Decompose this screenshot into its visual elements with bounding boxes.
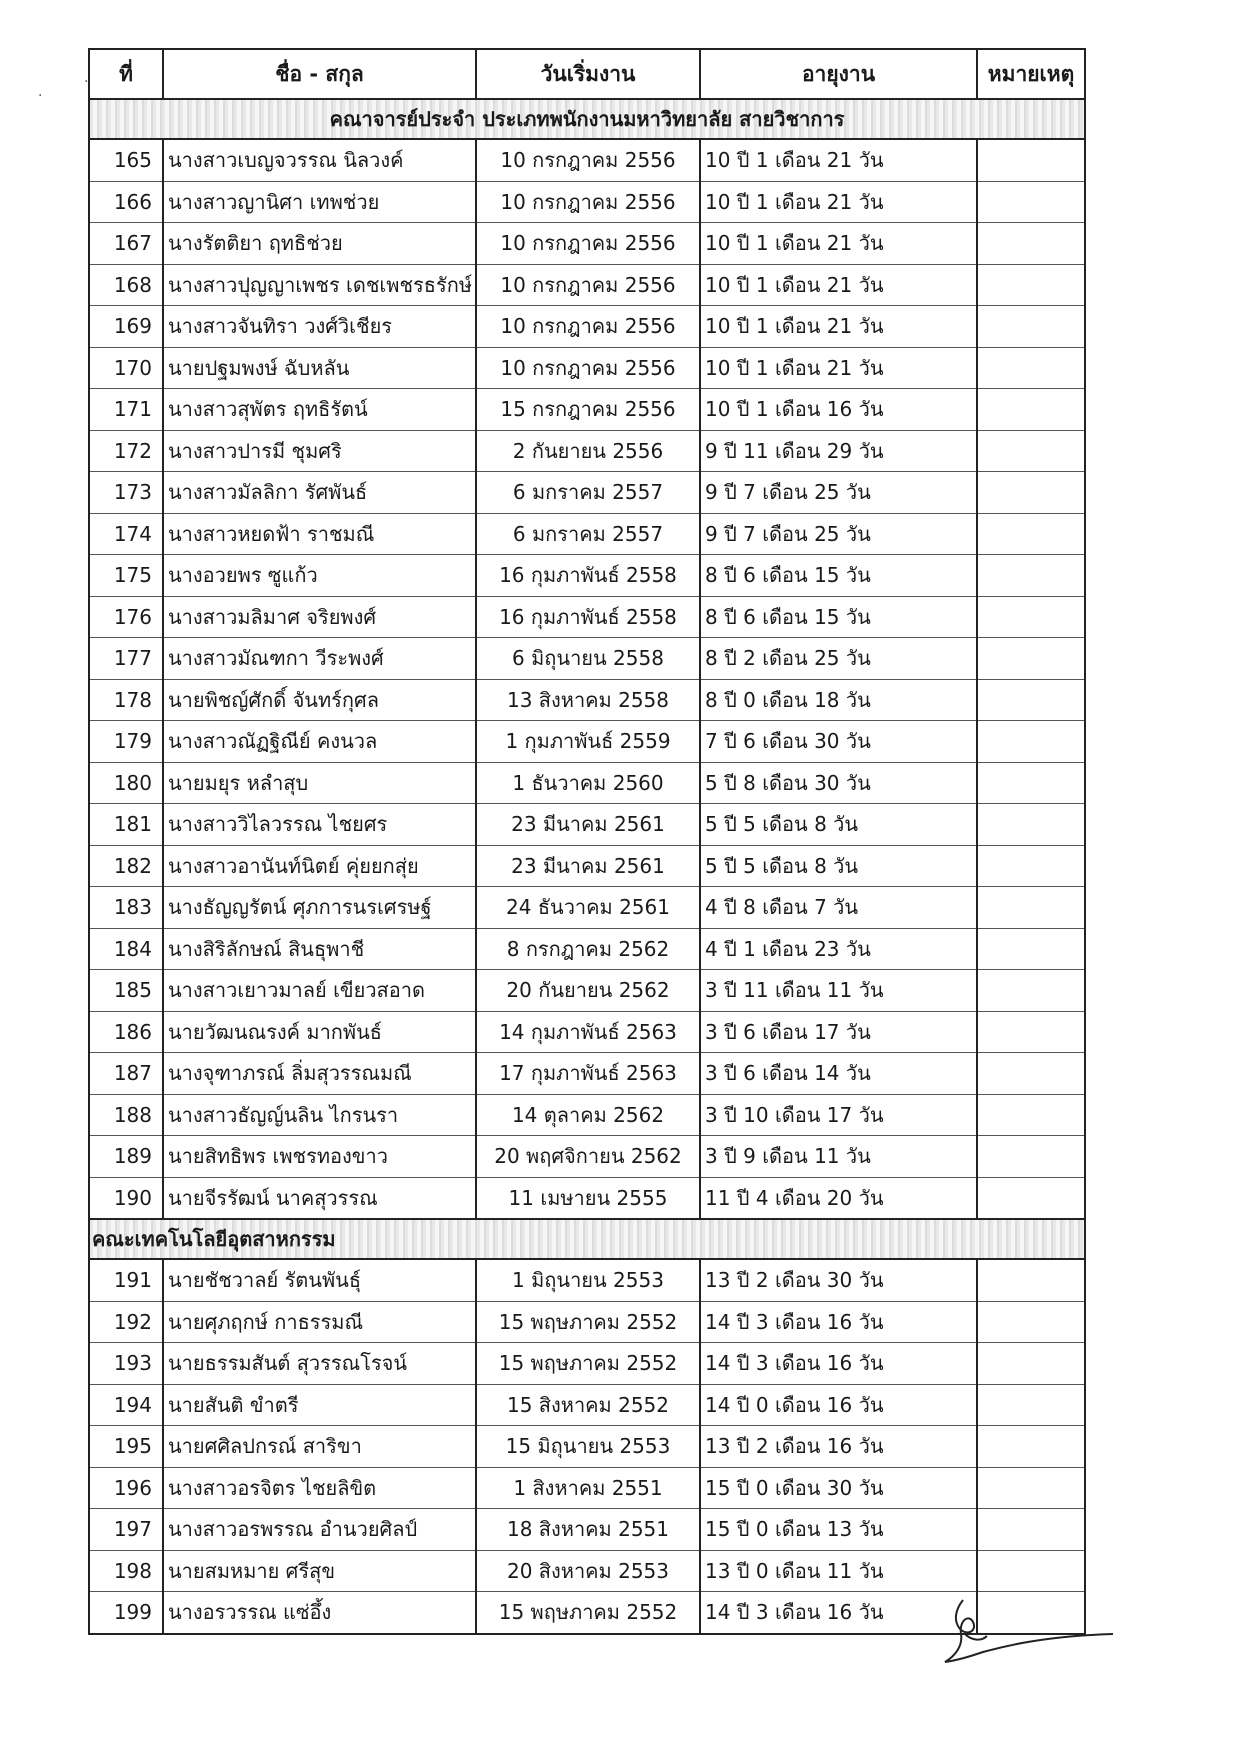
cell-note bbox=[977, 762, 1085, 804]
cell-name: นายสิทธิพร เพชรทองขาว bbox=[163, 1136, 476, 1178]
cell-no: 193 bbox=[89, 1343, 163, 1385]
cell-service: 10 ปี 1 เดือน 21 วัน bbox=[700, 347, 977, 389]
cell-name: นางสาวจันทิรา วงศ์วิเชียร bbox=[163, 306, 476, 348]
cell-no: 166 bbox=[89, 181, 163, 223]
cell-note bbox=[977, 264, 1085, 306]
cell-name: นายศุภฤกษ์ กาธรรมณี bbox=[163, 1301, 476, 1343]
table-row bbox=[89, 970, 1085, 1012]
cell-note bbox=[977, 721, 1085, 763]
margin-mark: · bbox=[38, 88, 43, 104]
cell-service: 8 ปี 6 เดือน 15 วัน bbox=[700, 596, 977, 638]
cell-note bbox=[977, 1343, 1085, 1385]
header-name: ชื่อ - สกุล bbox=[163, 49, 476, 99]
cell-no: 197 bbox=[89, 1509, 163, 1551]
table-row bbox=[89, 1550, 1085, 1592]
cell-service: 10 ปี 1 เดือน 21 วัน bbox=[700, 223, 977, 265]
cell-start-date: 8 กรกฎาคม 2562 bbox=[476, 928, 700, 970]
cell-no: 194 bbox=[89, 1384, 163, 1426]
cell-name: นายปฐมพงษ์ ฉับหลัน bbox=[163, 347, 476, 389]
cell-start-date: 23 มีนาคม 2561 bbox=[476, 804, 700, 846]
cell-start-date: 15 มิถุนายน 2553 bbox=[476, 1426, 700, 1468]
cell-service: 8 ปี 6 เดือน 15 วัน bbox=[700, 555, 977, 597]
cell-start-date: 10 กรกฎาคม 2556 bbox=[476, 223, 700, 265]
cell-no: 192 bbox=[89, 1301, 163, 1343]
cell-no: 182 bbox=[89, 845, 163, 887]
table-row bbox=[89, 347, 1085, 389]
table-row bbox=[89, 430, 1085, 472]
table-row bbox=[89, 223, 1085, 265]
cell-note bbox=[977, 306, 1085, 348]
cell-name: นางสาวมลิมาศ จริยพงศ์ bbox=[163, 596, 476, 638]
cell-no: 172 bbox=[89, 430, 163, 472]
cell-name: นางรัตติยา ฤทธิช่วย bbox=[163, 223, 476, 265]
cell-start-date: 10 กรกฎาคม 2556 bbox=[476, 139, 700, 181]
cell-note bbox=[977, 1136, 1085, 1178]
cell-name: นางสาวธัญญ์นลิน ไกรนรา bbox=[163, 1094, 476, 1136]
cell-no: 173 bbox=[89, 472, 163, 514]
cell-no: 185 bbox=[89, 970, 163, 1012]
cell-note bbox=[977, 1094, 1085, 1136]
cell-service: 3 ปี 6 เดือน 17 วัน bbox=[700, 1011, 977, 1053]
table-row bbox=[89, 928, 1085, 970]
cell-note bbox=[977, 513, 1085, 555]
cell-no: 195 bbox=[89, 1426, 163, 1468]
cell-name: นายสันติ ขำตรี bbox=[163, 1384, 476, 1426]
cell-name: นางธัญญรัตน์ ศุภการนรเศรษฐ์ bbox=[163, 887, 476, 929]
cell-service: 14 ปี 3 เดือน 16 วัน bbox=[700, 1592, 977, 1634]
cell-name: นายธรรมสันต์ สุวรรณโรจน์ bbox=[163, 1343, 476, 1385]
cell-start-date: 13 สิงหาคม 2558 bbox=[476, 679, 700, 721]
cell-no: 188 bbox=[89, 1094, 163, 1136]
cell-service: 10 ปี 1 เดือน 21 วัน bbox=[700, 264, 977, 306]
cell-start-date: 10 กรกฎาคม 2556 bbox=[476, 264, 700, 306]
table-row bbox=[89, 389, 1085, 431]
cell-no: 190 bbox=[89, 1177, 163, 1219]
cell-service: 5 ปี 8 เดือน 30 วัน bbox=[700, 762, 977, 804]
cell-no: 175 bbox=[89, 555, 163, 597]
cell-name: นายพิชญ์ศักดิ์ จันทร์กุศล bbox=[163, 679, 476, 721]
cell-name: นางสาวสุพัตร ฤทธิรัตน์ bbox=[163, 389, 476, 431]
cell-no: 168 bbox=[89, 264, 163, 306]
cell-start-date: 15 สิงหาคม 2552 bbox=[476, 1384, 700, 1426]
table-header-row bbox=[89, 49, 1085, 99]
table-row bbox=[89, 1094, 1085, 1136]
cell-name: นายชัชวาลย์ รัตนพันธุ์ bbox=[163, 1259, 476, 1301]
cell-name: นางสาวอรพรรณ อำนวยศิลป์ bbox=[163, 1509, 476, 1551]
section-title: คณาจารย์ประจำ ประเภทพนักงานมหาวิทยาลัย สายวิชาการ bbox=[89, 99, 1085, 139]
cell-start-date: 14 กุมภาพันธ์ 2563 bbox=[476, 1011, 700, 1053]
cell-service: 14 ปี 3 เดือน 16 วัน bbox=[700, 1343, 977, 1385]
cell-name: นางสิริลักษณ์ สินธุพาชี bbox=[163, 928, 476, 970]
cell-no: 183 bbox=[89, 887, 163, 929]
cell-note bbox=[977, 638, 1085, 680]
cell-start-date: 17 กุมภาพันธ์ 2563 bbox=[476, 1053, 700, 1095]
cell-start-date: 1 ธันวาคม 2560 bbox=[476, 762, 700, 804]
table-row bbox=[89, 596, 1085, 638]
cell-no: 191 bbox=[89, 1259, 163, 1301]
table-row bbox=[89, 1301, 1085, 1343]
cell-note bbox=[977, 1011, 1085, 1053]
cell-service: 10 ปี 1 เดือน 16 วัน bbox=[700, 389, 977, 431]
cell-name: นางสาวหยดฟ้า ราชมณี bbox=[163, 513, 476, 555]
cell-no: 167 bbox=[89, 223, 163, 265]
cell-start-date: 6 มกราคม 2557 bbox=[476, 513, 700, 555]
cell-note bbox=[977, 1301, 1085, 1343]
cell-no: 189 bbox=[89, 1136, 163, 1178]
table-row bbox=[89, 804, 1085, 846]
cell-no: 170 bbox=[89, 347, 163, 389]
cell-name: นางสาวณัฏฐิณีย์ คงนวล bbox=[163, 721, 476, 763]
cell-service: 14 ปี 0 เดือน 16 วัน bbox=[700, 1384, 977, 1426]
cell-name: นางสาวเยาวมาลย์ เขียวสอาด bbox=[163, 970, 476, 1012]
cell-start-date: 16 กุมภาพันธ์ 2558 bbox=[476, 596, 700, 638]
cell-name: นางอวยพร ซูแก้ว bbox=[163, 555, 476, 597]
cell-service: 10 ปี 1 เดือน 21 วัน bbox=[700, 306, 977, 348]
cell-service: 14 ปี 3 เดือน 16 วัน bbox=[700, 1301, 977, 1343]
cell-note bbox=[977, 430, 1085, 472]
cell-no: 184 bbox=[89, 928, 163, 970]
cell-no: 196 bbox=[89, 1467, 163, 1509]
cell-no: 178 bbox=[89, 679, 163, 721]
cell-start-date: 2 กันยายน 2556 bbox=[476, 430, 700, 472]
table-row bbox=[89, 1011, 1085, 1053]
cell-start-date: 14 ตุลาคม 2562 bbox=[476, 1094, 700, 1136]
cell-note bbox=[977, 555, 1085, 597]
cell-note bbox=[977, 928, 1085, 970]
cell-service: 9 ปี 7 เดือน 25 วัน bbox=[700, 513, 977, 555]
cell-note bbox=[977, 887, 1085, 929]
cell-note bbox=[977, 1053, 1085, 1095]
cell-note bbox=[977, 804, 1085, 846]
table-row bbox=[89, 1509, 1085, 1551]
cell-name: นางสาวอรจิตร ไชยลิขิต bbox=[163, 1467, 476, 1509]
cell-note bbox=[977, 389, 1085, 431]
cell-no: 171 bbox=[89, 389, 163, 431]
header-no: ที่ bbox=[89, 49, 163, 99]
cell-no: 179 bbox=[89, 721, 163, 763]
cell-no: 165 bbox=[89, 139, 163, 181]
cell-note bbox=[977, 347, 1085, 389]
cell-start-date: 15 กรกฎาคม 2556 bbox=[476, 389, 700, 431]
cell-name: นางสาวญานิศา เทพช่วย bbox=[163, 181, 476, 223]
cell-start-date: 20 พฤศจิกายน 2562 bbox=[476, 1136, 700, 1178]
cell-service: 10 ปี 1 เดือน 21 วัน bbox=[700, 139, 977, 181]
cell-note bbox=[977, 970, 1085, 1012]
cell-no: 187 bbox=[89, 1053, 163, 1095]
cell-service: 5 ปี 5 เดือน 8 วัน bbox=[700, 845, 977, 887]
cell-start-date: 16 กุมภาพันธ์ 2558 bbox=[476, 555, 700, 597]
cell-no: 181 bbox=[89, 804, 163, 846]
cell-name: นางสาวอานันท์นิตย์ คุ่ยยกสุ่ย bbox=[163, 845, 476, 887]
cell-start-date: 10 กรกฎาคม 2556 bbox=[476, 181, 700, 223]
cell-note bbox=[977, 679, 1085, 721]
cell-name: นางจุฑาภรณ์ ลิ่มสุวรรณมณี bbox=[163, 1053, 476, 1095]
cell-name: นางสาวเบญจวรรณ นิลวงค์ bbox=[163, 139, 476, 181]
cell-note bbox=[977, 1550, 1085, 1592]
table-row bbox=[89, 1136, 1085, 1178]
table-row bbox=[89, 638, 1085, 680]
cell-name: นายวัฒนณรงค์ มากพันธ์ bbox=[163, 1011, 476, 1053]
cell-service: 4 ปี 1 เดือน 23 วัน bbox=[700, 928, 977, 970]
cell-no: 198 bbox=[89, 1550, 163, 1592]
table-row bbox=[89, 1384, 1085, 1426]
cell-start-date: 10 กรกฎาคม 2556 bbox=[476, 347, 700, 389]
table-row bbox=[89, 306, 1085, 348]
table-row bbox=[89, 472, 1085, 514]
cell-note bbox=[977, 1509, 1085, 1551]
cell-service: 15 ปี 0 เดือน 13 วัน bbox=[700, 1509, 977, 1551]
cell-note bbox=[977, 1384, 1085, 1426]
cell-service: 4 ปี 8 เดือน 7 วัน bbox=[700, 887, 977, 929]
table-body bbox=[89, 99, 1085, 1634]
cell-note bbox=[977, 223, 1085, 265]
cell-start-date: 23 มีนาคม 2561 bbox=[476, 845, 700, 887]
header-service: อายุงาน bbox=[700, 49, 977, 99]
cell-service: 9 ปี 11 เดือน 29 วัน bbox=[700, 430, 977, 472]
cell-no: 199 bbox=[89, 1592, 163, 1634]
cell-name: นางสาวมัลลิกา รัศพันธ์ bbox=[163, 472, 476, 514]
cell-note bbox=[977, 181, 1085, 223]
section-title: คณะเทคโนโลยีอุตสาหกรรม bbox=[89, 1219, 1085, 1259]
table-row bbox=[89, 1177, 1085, 1219]
cell-service: 13 ปี 2 เดือน 30 วัน bbox=[700, 1259, 977, 1301]
margin-mark: . bbox=[84, 70, 89, 86]
cell-service: 9 ปี 7 เดือน 25 วัน bbox=[700, 472, 977, 514]
cell-note bbox=[977, 1259, 1085, 1301]
cell-note bbox=[977, 139, 1085, 181]
cell-name: นายศศิลปกรณ์ สาริขา bbox=[163, 1426, 476, 1468]
cell-no: 176 bbox=[89, 596, 163, 638]
table-row bbox=[89, 845, 1085, 887]
cell-start-date: 15 พฤษภาคม 2552 bbox=[476, 1343, 700, 1385]
cell-start-date: 15 พฤษภาคม 2552 bbox=[476, 1592, 700, 1634]
cell-note bbox=[977, 1426, 1085, 1468]
section-header-row bbox=[89, 1219, 1085, 1259]
header-start-date: วันเริ่มงาน bbox=[476, 49, 700, 99]
header-note: หมายเหตุ bbox=[977, 49, 1085, 99]
table-row bbox=[89, 555, 1085, 597]
cell-note bbox=[977, 472, 1085, 514]
table-row bbox=[89, 887, 1085, 929]
cell-note bbox=[977, 596, 1085, 638]
table-row bbox=[89, 1467, 1085, 1509]
table-row bbox=[89, 1259, 1085, 1301]
cell-start-date: 20 กันยายน 2562 bbox=[476, 970, 700, 1012]
cell-start-date: 1 กุมภาพันธ์ 2559 bbox=[476, 721, 700, 763]
cell-start-date: 11 เมษายน 2555 bbox=[476, 1177, 700, 1219]
cell-name: นายมยุร หลำสุบ bbox=[163, 762, 476, 804]
table-row bbox=[89, 181, 1085, 223]
cell-service: 10 ปี 1 เดือน 21 วัน bbox=[700, 181, 977, 223]
cell-start-date: 15 พฤษภาคม 2552 bbox=[476, 1301, 700, 1343]
cell-service: 13 ปี 2 เดือน 16 วัน bbox=[700, 1426, 977, 1468]
cell-note bbox=[977, 1467, 1085, 1509]
cell-service: 11 ปี 4 เดือน 20 วัน bbox=[700, 1177, 977, 1219]
cell-note bbox=[977, 1177, 1085, 1219]
table-row bbox=[89, 264, 1085, 306]
cell-note bbox=[977, 845, 1085, 887]
cell-start-date: 24 ธันวาคม 2561 bbox=[476, 887, 700, 929]
cell-service: 8 ปี 2 เดือน 25 วัน bbox=[700, 638, 977, 680]
table-row bbox=[89, 762, 1085, 804]
cell-name: นายจีรรัฒน์ นาคสุวรรณ bbox=[163, 1177, 476, 1219]
cell-no: 169 bbox=[89, 306, 163, 348]
cell-service: 8 ปี 0 เดือน 18 วัน bbox=[700, 679, 977, 721]
cell-start-date: 1 มิถุนายน 2553 bbox=[476, 1259, 700, 1301]
cell-name: นางสาวมัณฑกา วีระพงศ์ bbox=[163, 638, 476, 680]
signature bbox=[925, 1590, 1125, 1670]
table-row bbox=[89, 513, 1085, 555]
cell-service: 3 ปี 6 เดือน 14 วัน bbox=[700, 1053, 977, 1095]
cell-service: 15 ปี 0 เดือน 30 วัน bbox=[700, 1467, 977, 1509]
table-row bbox=[89, 679, 1085, 721]
document-sheet bbox=[88, 48, 1084, 1635]
cell-service: 7 ปี 6 เดือน 30 วัน bbox=[700, 721, 977, 763]
cell-start-date: 6 มิถุนายน 2558 bbox=[476, 638, 700, 680]
cell-name: นางสาวปารมี ชุมศริ bbox=[163, 430, 476, 472]
table-row bbox=[89, 1053, 1085, 1095]
cell-no: 180 bbox=[89, 762, 163, 804]
cell-service: 3 ปี 9 เดือน 11 วัน bbox=[700, 1136, 977, 1178]
cell-no: 177 bbox=[89, 638, 163, 680]
cell-start-date: 18 สิงหาคม 2551 bbox=[476, 1509, 700, 1551]
table-row bbox=[89, 1343, 1085, 1385]
cell-no: 186 bbox=[89, 1011, 163, 1053]
table-row bbox=[89, 1426, 1085, 1468]
cell-start-date: 10 กรกฎาคม 2556 bbox=[476, 306, 700, 348]
cell-service: 3 ปี 11 เดือน 11 วัน bbox=[700, 970, 977, 1012]
cell-service: 5 ปี 5 เดือน 8 วัน bbox=[700, 804, 977, 846]
cell-start-date: 20 สิงหาคม 2553 bbox=[476, 1550, 700, 1592]
cell-name: นายสมหมาย ศรีสุข bbox=[163, 1550, 476, 1592]
staff-table bbox=[88, 48, 1086, 1635]
cell-service: 3 ปี 10 เดือน 17 วัน bbox=[700, 1094, 977, 1136]
cell-name: นางสาวปุญญาเพชร เดชเพชรธรักษ์ bbox=[163, 264, 476, 306]
table-row bbox=[89, 139, 1085, 181]
cell-no: 174 bbox=[89, 513, 163, 555]
table-row bbox=[89, 721, 1085, 763]
cell-start-date: 1 สิงหาคม 2551 bbox=[476, 1467, 700, 1509]
cell-service: 13 ปี 0 เดือน 11 วัน bbox=[700, 1550, 977, 1592]
cell-name: นางสาววิไลวรรณ ไชยศร bbox=[163, 804, 476, 846]
cell-start-date: 6 มกราคม 2557 bbox=[476, 472, 700, 514]
cell-name: นางอรวรรณ แซ่อึ้ง bbox=[163, 1592, 476, 1634]
section-header-row bbox=[89, 99, 1085, 139]
